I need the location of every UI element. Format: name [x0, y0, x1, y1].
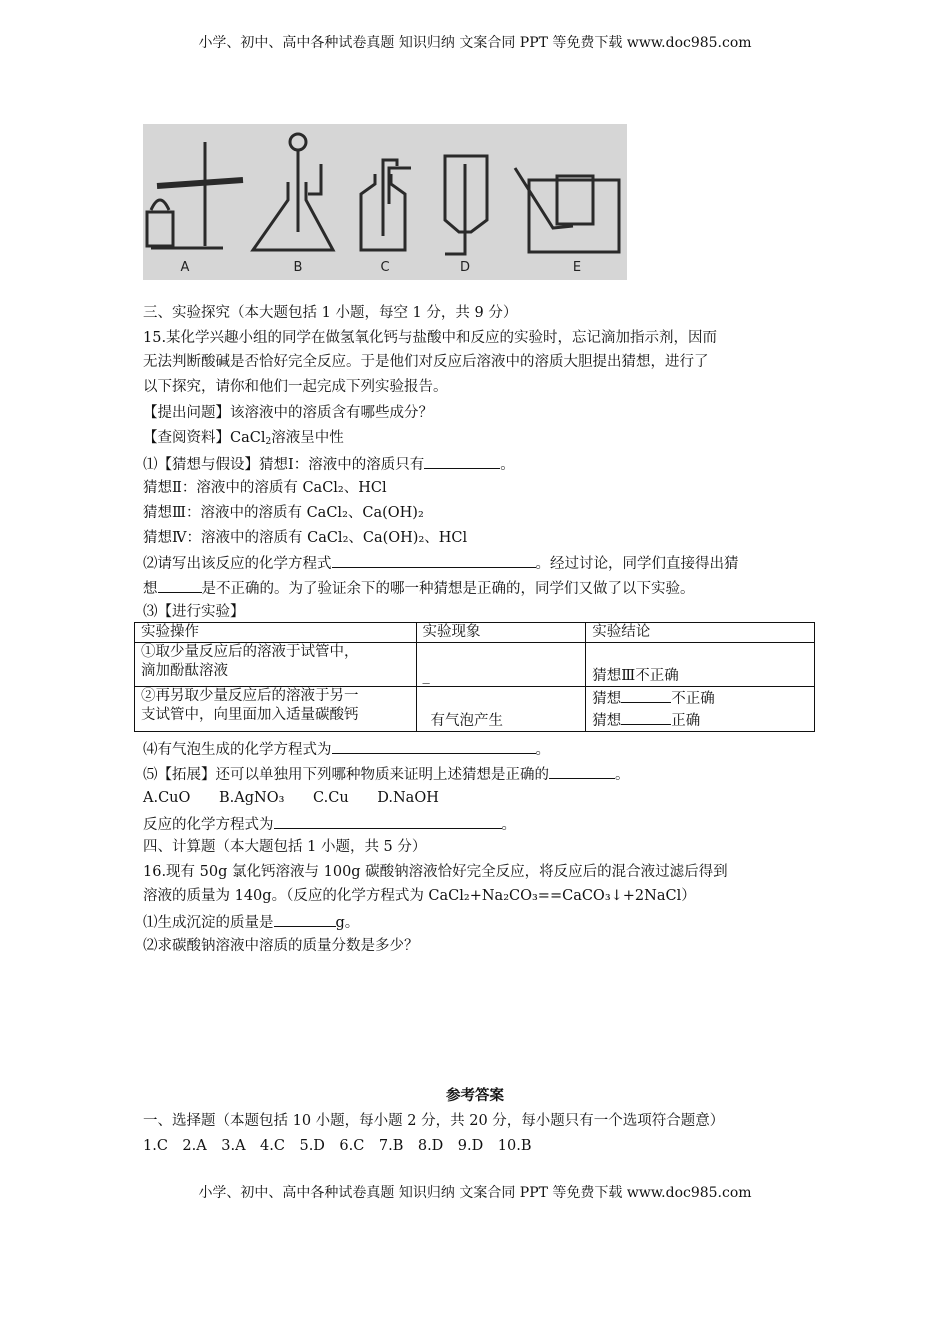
- row2-op-line2: 支试管中，向里面加入适量碳酸钙: [141, 707, 359, 723]
- row1-phenomenon[interactable]: _: [416, 643, 586, 687]
- page-header: 小学、初中、高中各种试卷真题 知识归纳 文案合同 PPT 等免费下载 www.doc985.com: [198, 35, 752, 51]
- conclusion2-blank[interactable]: [621, 709, 671, 725]
- hypothesis4-line: 猜想Ⅳ：溶液中的溶质有 CaCl₂、Ca(OH)₂、HCl: [143, 530, 468, 546]
- label-e: E: [572, 260, 582, 275]
- option-d: D.NaOH: [377, 790, 439, 806]
- header-conclusion: 实验结论: [586, 623, 815, 643]
- row2-conclusion-line1: [592, 687, 808, 709]
- page-footer: 小学、初中、高中各种试卷真题 知识归纳 文案合同 PPT 等免费下载 www.doc985.com: [198, 1185, 752, 1201]
- conclusion2-suffix: 正确: [671, 713, 701, 729]
- experiment-table: [134, 622, 815, 732]
- option-c: C.Cu: [313, 790, 349, 806]
- q16-line1: 16.现有 50g 氯化钙溶液与 100g 碳酸钠溶液恰好完全反应，将反应后的混合液过滤后得到: [143, 864, 728, 880]
- q15-line2: 无法判断酸碱是否恰好完全反应。于是他们对反应后溶液中的溶质大胆提出猜想，进行了: [143, 354, 709, 370]
- q5-text: ⑸【拓展】还可以单独用下列哪种物质来证明上述猜想是正确的: [143, 767, 549, 783]
- label-a: A: [180, 260, 190, 275]
- row1-conclusion: 猜想Ⅲ不正确: [586, 643, 815, 687]
- q16-part1: [143, 911, 359, 933]
- q16-part1-blank[interactable]: [274, 911, 336, 927]
- table-header-row: [135, 623, 815, 643]
- options-line: [143, 788, 439, 808]
- q15-line1: 15.某化学兴趣小组的同学在做氢氧化钙与盐酸中和反应的实验时，忘记滴加指示剂，因而: [143, 330, 718, 346]
- header-phenomenon: 实验现象: [416, 623, 586, 643]
- equation-blank[interactable]: [332, 552, 536, 568]
- lookup-subscript: 2: [265, 437, 272, 447]
- lookup-text-a: 【查阅资料】CaCl: [143, 430, 266, 446]
- row2-phenomenon: 有气泡产生: [416, 687, 586, 732]
- q5-end: 。: [615, 767, 630, 783]
- equation-text: ⑵请写出该反应的化学方程式: [143, 556, 332, 572]
- equation-line: [143, 552, 739, 574]
- answers-title: 参考答案: [446, 1087, 504, 1104]
- reaction-end: 。: [501, 817, 516, 833]
- conclusion1-prefix: 猜想: [592, 691, 622, 707]
- alcohol-lamp: [147, 212, 173, 246]
- apparatus-illustration: [143, 124, 627, 280]
- equation2-end: 是不正确的。为了验证余下的哪一种猜想是正确的，同学们又做了以下实验。: [201, 581, 695, 597]
- header-operation: 实验操作: [135, 623, 417, 643]
- lamp-flame: [151, 200, 169, 210]
- lookup-line: [143, 428, 344, 448]
- q16-part1-text: ⑴生成沉淀的质量是: [143, 915, 274, 931]
- reaction-blank[interactable]: [274, 813, 502, 829]
- equation2-text: 想: [143, 581, 158, 597]
- table-row: [135, 643, 815, 687]
- q4-line: [143, 738, 550, 760]
- answers-part1: 一、选择题（本题包括 10 小题，每小题 2 分，共 20 分，每小题只有一个选项符合题意）: [143, 1113, 725, 1129]
- reaction-text: 反应的化学方程式为: [143, 817, 274, 833]
- option-a: A.CuO: [143, 790, 191, 806]
- problem-line: 【提出问题】该溶液中的溶质含有哪些成分？: [143, 405, 433, 421]
- reaction-line: [143, 813, 516, 835]
- experiment-title: ⑶【进行实验】: [143, 604, 245, 620]
- hypothesis2-line: 猜想Ⅱ：溶液中的溶质有 CaCl₂、HCl: [143, 480, 387, 496]
- row1-op-line1: ①取少量反应后的溶液于试管中，: [141, 644, 359, 660]
- option-b: B.AgNO₃: [219, 790, 285, 806]
- label-d: D: [459, 260, 471, 275]
- q15-line3: 以下探究，请你和他们一起完成下列实验报告。: [143, 379, 448, 395]
- row1-operation: [135, 643, 417, 687]
- equation-end: 。经过讨论，同学们直接得出猜: [535, 556, 739, 572]
- q4-end: 。: [535, 742, 550, 758]
- apparatus-figure: [143, 124, 627, 280]
- hypothesis1-blank[interactable]: [424, 453, 500, 469]
- row2-op-line1: ②再另取少量反应后的溶液于另一: [141, 688, 359, 704]
- q16-part2: ⑵求碳酸钠溶液中溶质的质量分数是多少？: [143, 938, 419, 954]
- hypothesis1-line: [143, 453, 515, 475]
- equation-line2: [143, 577, 695, 599]
- q16-part1-end: g。: [335, 915, 360, 931]
- q5-blank[interactable]: [549, 763, 615, 779]
- q5-line: [143, 763, 630, 785]
- hypothesis3-line: 猜想Ⅲ：溶液中的溶质有 CaCl₂、Ca(OH)₂: [143, 505, 424, 521]
- funnel-bulb: [290, 134, 306, 150]
- table-row: [135, 687, 815, 732]
- section4-title: 四、计算题（本大题包括 1 小题，共 5 分）: [143, 839, 427, 855]
- hypothesis-wrong-blank[interactable]: [158, 577, 202, 593]
- q4-text: ⑷有气泡生成的化学方程式为: [143, 742, 332, 758]
- label-b: B: [293, 260, 303, 275]
- row1-op-line2: 滴加酚酞溶液: [141, 663, 228, 679]
- collecting-bottle: [557, 176, 593, 224]
- water-trough: [529, 180, 619, 252]
- q4-blank[interactable]: [332, 738, 536, 754]
- conclusion1-blank[interactable]: [621, 687, 671, 703]
- answers-list: 1.C 2.A 3.A 4.C 5.D 6.C 7.B 8.D 9.D 10.B: [143, 1138, 532, 1154]
- hypothesis1-end: 。: [500, 457, 515, 473]
- row2-operation: [135, 687, 417, 732]
- lookup-text-b: 溶液呈中性: [271, 430, 344, 446]
- conclusion2-prefix: 猜想: [592, 713, 622, 729]
- conclusion1-suffix: 不正确: [671, 691, 715, 707]
- section3-title: 三、实验探究（本大题包括 1 小题，每空 1 分，共 9 分）: [143, 305, 518, 321]
- q16-line2: 溶液的质量为 140g。（反应的化学方程式为 CaCl₂+Na₂CO₃==CaCO₃↓+2NaCl）: [143, 888, 696, 904]
- test-tube: [157, 180, 243, 186]
- label-c: C: [380, 260, 390, 275]
- row2-conclusion-line2: [592, 709, 808, 731]
- row2-conclusion: [586, 687, 815, 732]
- hypothesis1-text: ⑴【猜想与假设】猜想Ⅰ：溶液中的溶质只有: [143, 457, 425, 473]
